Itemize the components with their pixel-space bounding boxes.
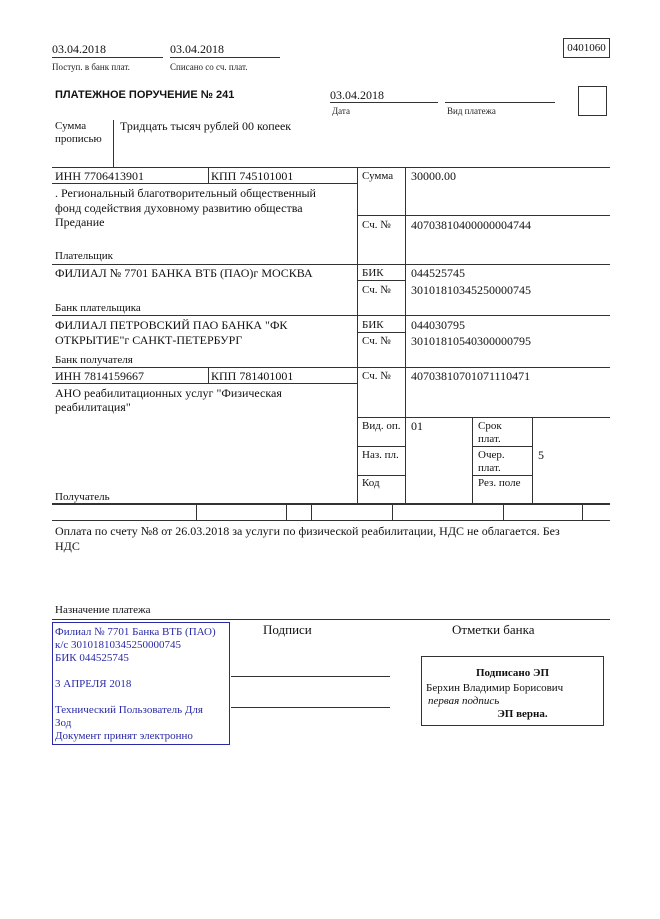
bank-stamp <box>52 622 230 745</box>
amount-words-label: прописью <box>55 133 102 145</box>
stamp-line: БИК 044525745 <box>55 652 129 664</box>
priority-label: Очер. <box>478 449 505 461</box>
payment-type-label: Вид платежа <box>447 106 496 116</box>
payee-bik-label: БИК <box>362 319 384 331</box>
divider <box>52 383 357 384</box>
divider <box>357 332 405 333</box>
divider <box>357 215 610 216</box>
stamp-line: 3 АПРЕЛЯ 2018 <box>55 678 132 690</box>
signer-name: Берхин Владимир Борисович <box>426 682 564 694</box>
divider <box>472 417 473 503</box>
divider <box>472 446 532 447</box>
document-date: 03.04.2018 <box>330 88 384 102</box>
divider <box>52 183 357 184</box>
stamp-line: Документ принят электронно <box>55 730 193 742</box>
divider <box>52 167 610 168</box>
debited-label: Списано со сч. плат. <box>170 62 248 72</box>
divider <box>52 315 610 316</box>
divider <box>52 57 163 58</box>
divider <box>472 475 532 476</box>
divider <box>357 446 405 447</box>
purpose-code-label: Наз. пл. <box>362 449 399 461</box>
code-label: Код <box>362 477 380 489</box>
form-code: 0401060 <box>563 38 610 58</box>
divider <box>52 520 610 521</box>
payer-name: Предание <box>55 215 105 229</box>
purpose-text: НДС <box>55 539 80 553</box>
divider <box>52 367 610 368</box>
priority-label: плат. <box>478 462 501 474</box>
divider <box>392 503 393 520</box>
page-title: ПЛАТЕЖНОЕ ПОРУЧЕНИЕ № 241 <box>55 89 235 101</box>
payer-bank-account-label: Сч. № <box>362 284 391 296</box>
payer-label: Плательщик <box>55 250 113 262</box>
divider <box>330 102 438 103</box>
signature-verified: ЭП верна. <box>497 708 548 720</box>
divider <box>208 167 209 183</box>
payee-bank-account: 30101810540300000795 <box>411 334 531 348</box>
amount-value: 30000.00 <box>411 169 456 183</box>
payee-kpp: КПП 781401001 <box>211 369 294 383</box>
divider <box>532 417 533 503</box>
divider <box>196 503 197 520</box>
debited-date: 03.04.2018 <box>170 42 224 56</box>
signature-line <box>231 676 390 677</box>
date-label: Дата <box>332 106 350 116</box>
divider <box>113 120 114 167</box>
signatures-label: Подписи <box>263 622 312 637</box>
divider <box>445 102 555 103</box>
payer-account-label: Сч. № <box>362 219 391 231</box>
payee-bank-name: ОТКРЫТИЕ"г САНКТ-ПЕТЕРБУРГ <box>55 333 243 347</box>
signer-role: первая подпись <box>428 695 500 707</box>
payer-kpp: КПП 745101001 <box>211 169 294 183</box>
divider <box>405 167 406 503</box>
reserve-label: Рез. поле <box>478 477 521 489</box>
stamp-line: к/с 30101810345250000745 <box>55 639 182 651</box>
payer-bank-name: ФИЛИАЛ № 7701 БАНКА ВТБ (ПАО)г МОСКВА <box>55 266 313 280</box>
divider <box>357 417 610 418</box>
purpose-label: Назначение платежа <box>55 604 151 616</box>
payer-bank-label: Банк плательщика <box>55 302 141 314</box>
stamp-line: Технический Пользователь Для <box>55 704 203 716</box>
term-label: плат. <box>478 433 501 445</box>
payee-bank-name: ФИЛИАЛ ПЕТРОВСКИЙ ПАО БАНКА "ФК <box>55 318 288 332</box>
divider <box>357 167 358 503</box>
payer-bik-label: БИК <box>362 267 384 279</box>
divider <box>52 619 610 620</box>
bank-marks-label: Отметки банка <box>452 622 535 637</box>
priority-value: 5 <box>538 448 544 462</box>
divider <box>52 503 610 505</box>
payee-bank-account-label: Сч. № <box>362 335 391 347</box>
stamp-line: Филиал № 7701 Банка ВТБ (ПАО) <box>55 626 216 638</box>
divider <box>286 503 287 520</box>
bank-mark-box <box>421 656 604 726</box>
divider <box>52 264 610 265</box>
payment-type-box <box>578 86 607 116</box>
divider <box>170 57 280 58</box>
amount-words-label: Сумма <box>55 120 87 132</box>
divider <box>357 280 405 281</box>
payee-account-label: Сч. № <box>362 370 391 382</box>
divider <box>503 503 504 520</box>
payer-bank-account: 30101810345250000745 <box>411 283 531 297</box>
signature-line <box>231 707 390 708</box>
divider <box>582 503 583 520</box>
payer-inn: ИНН 7706413901 <box>55 169 144 183</box>
payee-bik: 044030795 <box>411 318 465 332</box>
payee-account: 40703810701071110471 <box>411 369 531 383</box>
purpose-text: Оплата по счету №8 от 26.03.2018 за услуги по физической реабилитации, НДС не облагается. Без <box>55 524 560 538</box>
payer-name: . Региональный благотворительный общественный <box>55 186 316 200</box>
term-label: Срок <box>478 420 502 432</box>
payee-inn: ИНН 7814159667 <box>55 369 144 383</box>
payee-bank-label: Банк получателя <box>55 354 133 366</box>
op-type: 01 <box>411 419 423 433</box>
op-type-label: Вид. оп. <box>362 420 401 432</box>
stamp-spacer <box>55 691 229 704</box>
payer-name: фонд содействия духовному развитию общества <box>55 201 303 215</box>
payee-label: Получатель <box>55 491 110 503</box>
received-date: 03.04.2018 <box>52 42 106 56</box>
divider <box>208 367 209 383</box>
divider <box>311 503 312 520</box>
payee-name: реабилитация" <box>55 400 131 414</box>
amount-words: Тридцать тысяч рублей 00 копеек <box>120 119 292 133</box>
divider <box>357 475 405 476</box>
payer-bik: 044525745 <box>411 266 465 280</box>
payer-account: 40703810400000004744 <box>411 218 531 232</box>
signed-label: Подписано ЭП <box>475 667 550 679</box>
received-label: Поступ. в банк плат. <box>52 62 130 72</box>
amount-label: Сумма <box>362 170 394 182</box>
stamp-spacer <box>55 665 229 678</box>
payee-name: АНО реабилитационных услуг "Физическая <box>55 386 282 400</box>
stamp-line: Зод <box>55 717 72 729</box>
